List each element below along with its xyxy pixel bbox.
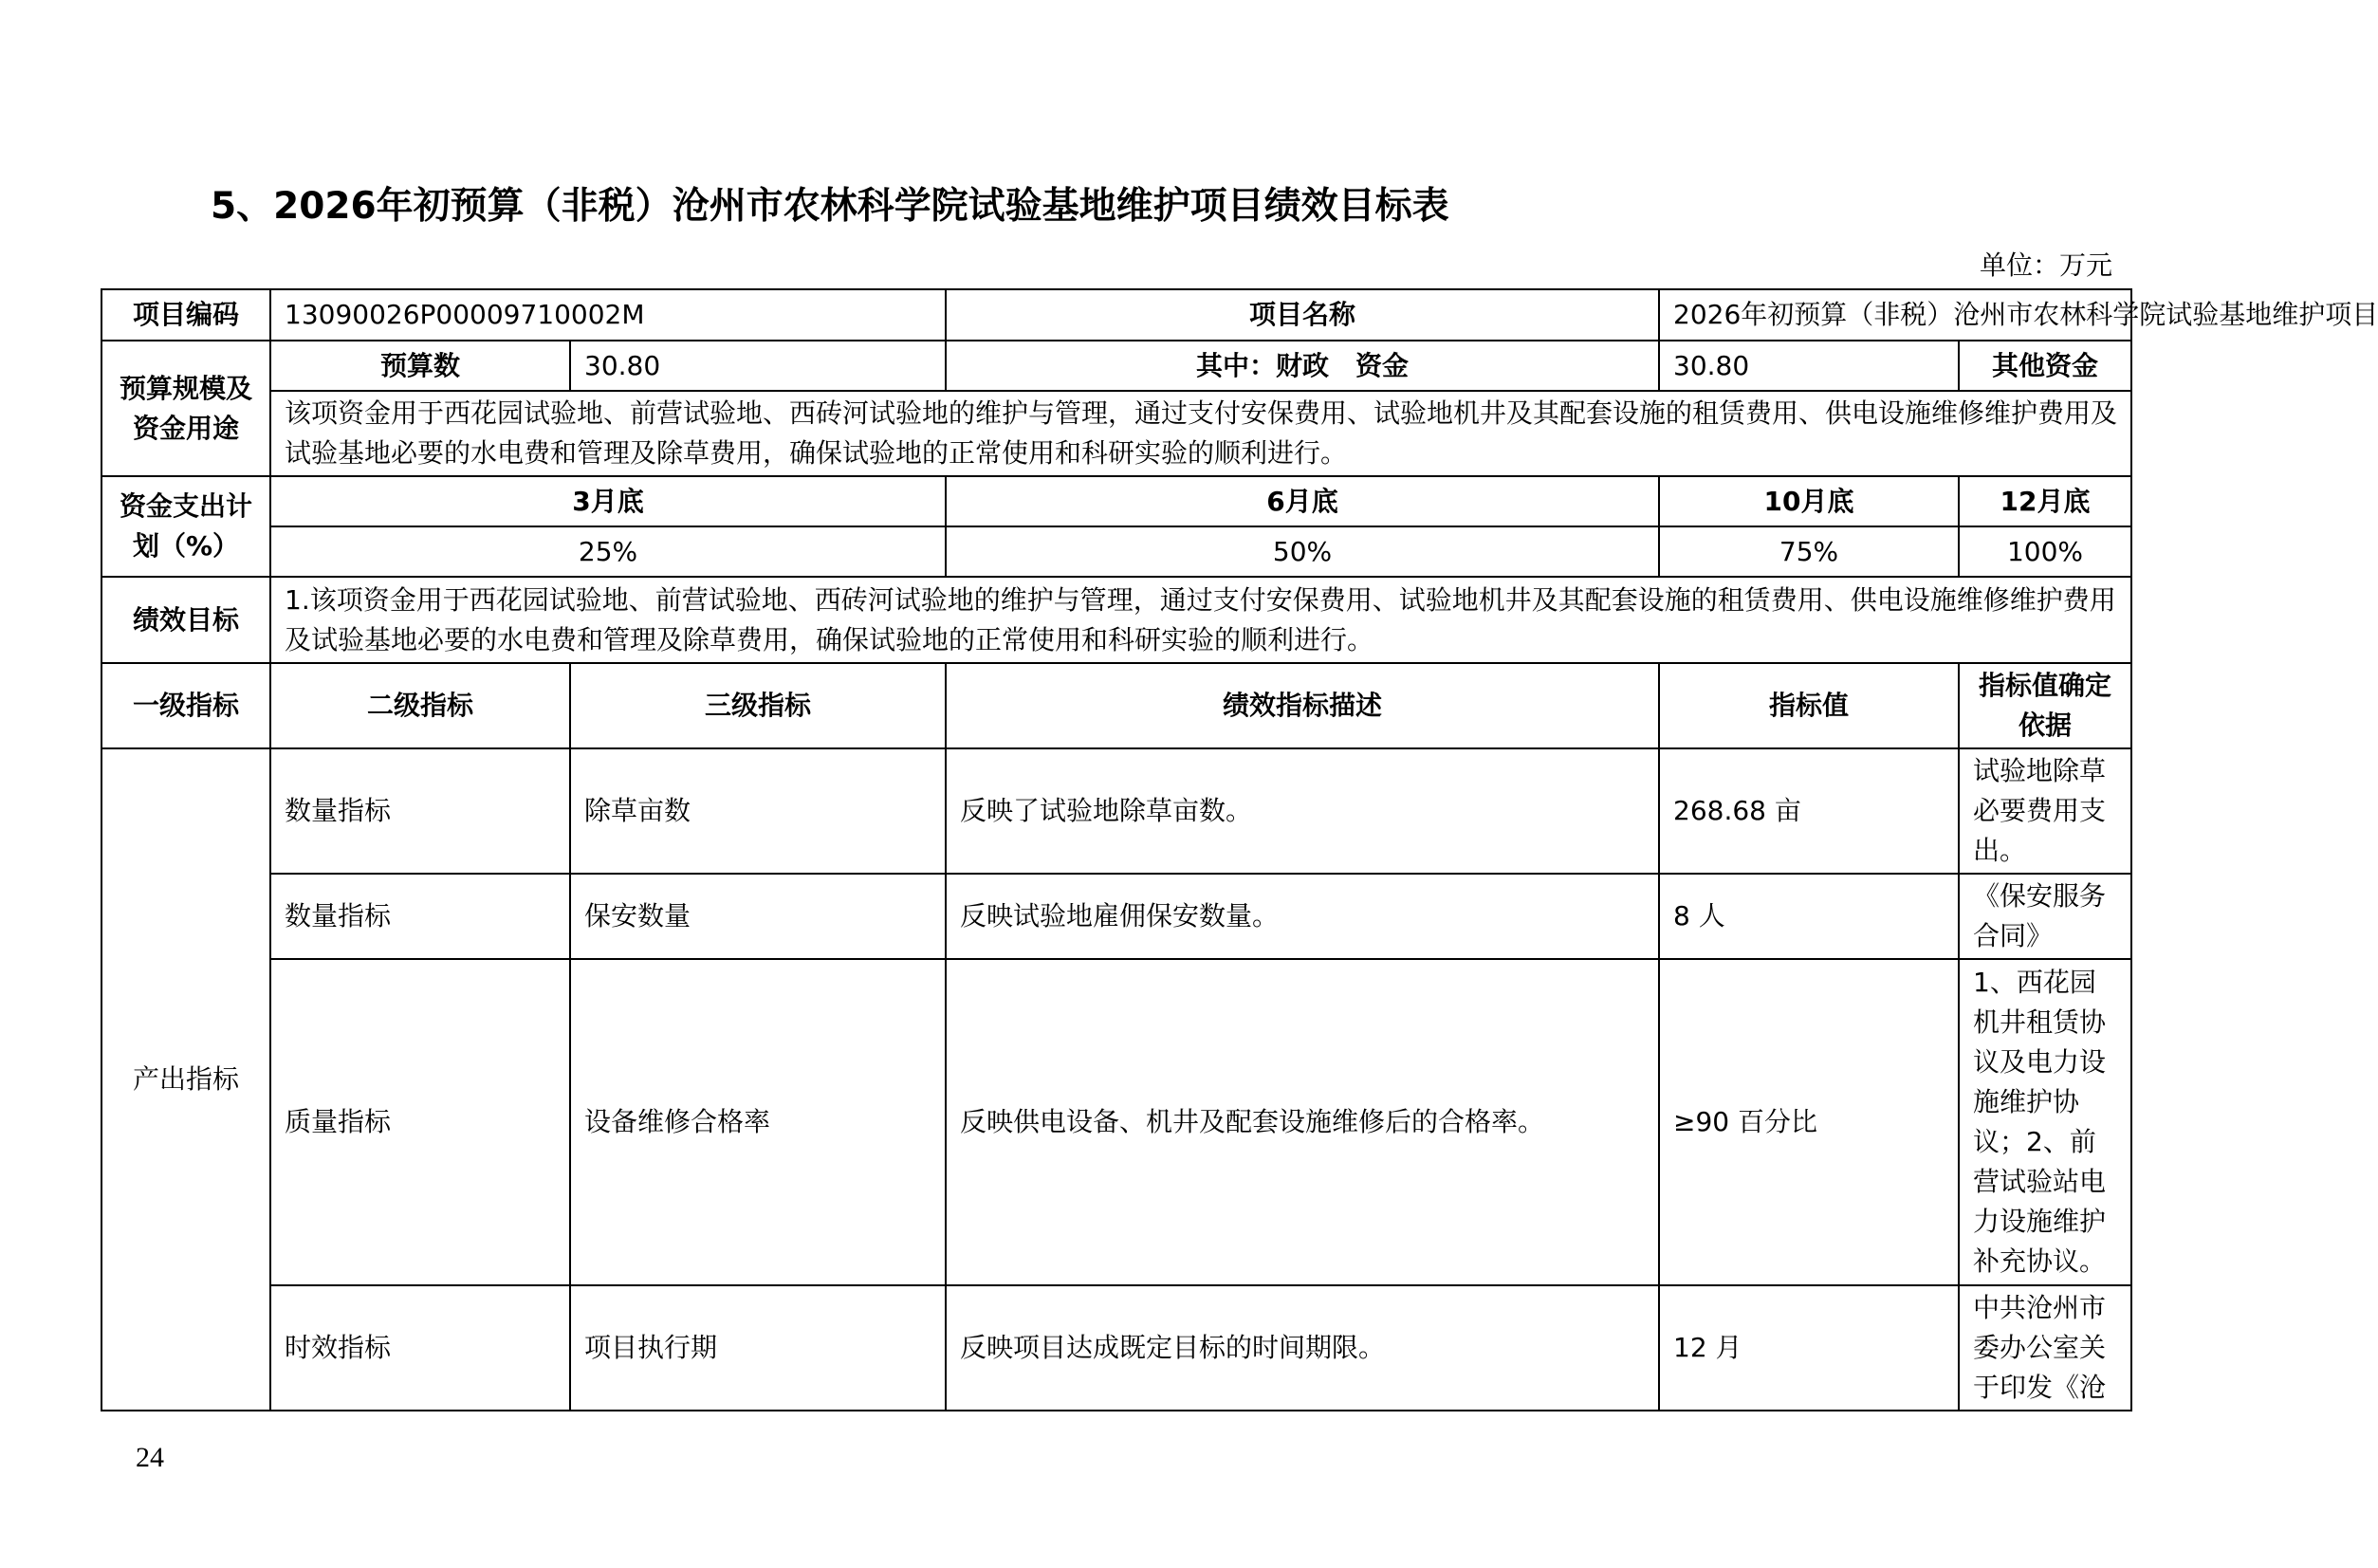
value-cell: 8 人: [1659, 874, 1959, 959]
plan-label: 资金支出计划（%）: [101, 476, 270, 577]
plan-value-4: 100%: [1959, 526, 2131, 577]
header-description: 绩效指标描述: [946, 663, 1659, 748]
budget-amount-label: 预算数: [270, 341, 570, 391]
level2-cell: 数量指标: [270, 748, 570, 874]
budget-usage: 该项资金用于西花园试验地、前营试验地、西砖河试验地的维护与管理，通过支付安保费用、试验地机井及其配套设施的租赁费用、供电设施维修维护费用及试验基地必要的水电费和管理及除草费用，确保试验地的正常使用和科研实验的顺利进行。: [270, 391, 2131, 476]
plan-value-3: 75%: [1659, 526, 1959, 577]
plan-period-1: 3月底: [270, 476, 946, 526]
other-fund-label: 其他资金: [1959, 341, 2131, 391]
budget-amount: 30.80: [570, 341, 946, 391]
header-basis: 指标值确定依据: [1959, 663, 2131, 748]
header-value: 指标值: [1659, 663, 1959, 748]
performance-target-table: [101, 288, 2378, 1411]
budget-label: 预算规模及资金用途: [101, 341, 270, 476]
level2-cell: 数量指标: [270, 874, 570, 959]
description-cell: 反映了试验地除草亩数。: [946, 748, 1659, 874]
project-name-label: 项目名称: [946, 289, 1659, 341]
description-cell: 反映试验地雇佣保安数量。: [946, 874, 1659, 959]
plan-value-1: 25%: [270, 526, 946, 577]
project-code: 13090026P00009710002M: [270, 289, 946, 341]
table-row: [101, 1285, 2131, 1411]
basis-cell: 中共沧州市委办公室关于印发《沧: [1959, 1285, 2131, 1411]
table-row: [101, 748, 2131, 874]
description-cell: 反映供电设备、机井及配套设施维修后的合格率。: [946, 959, 1659, 1285]
level3-cell: 保安数量: [570, 874, 946, 959]
goal-label: 绩效目标: [101, 577, 270, 663]
table-row: [101, 959, 2131, 1285]
fiscal-fund-label: 其中：财政 资金: [946, 341, 1659, 391]
level3-cell: 设备维修合格率: [570, 959, 946, 1285]
plan-period-2: 6月底: [946, 476, 1659, 526]
fiscal-fund: 30.80: [1659, 341, 1959, 391]
level2-cell: 时效指标: [270, 1285, 570, 1411]
project-code-label: 项目编码: [101, 289, 270, 341]
level1-output: 产出指标: [101, 748, 270, 1411]
level3-cell: 除草亩数: [570, 748, 946, 874]
level2-cell: 质量指标: [270, 959, 570, 1285]
header-level3: 三级指标: [570, 663, 946, 748]
value-cell: ≥90 百分比: [1659, 959, 1959, 1285]
goal-text: 1.该项资金用于西花园试验地、前营试验地、西砖河试验地的维护与管理，通过支付安保费用、试验地机井及其配套设施的租赁费用、供电设施维修维护费用及试验基地必要的水电费和管理及除草费用，确保试验地的正常使用和科研实验的顺利进行。: [270, 577, 2131, 663]
project-name: 2026年初预算（非税）沧州市农林科学院试验基地维护项目: [1659, 289, 2131, 341]
unit-label: 单位：万元: [1979, 249, 2112, 281]
page-title: 5、2026年初预算（非税）沧州市农林科学院试验基地维护项目绩效目标表: [211, 185, 1449, 228]
table-row: [101, 874, 2131, 959]
header-level2: 二级指标: [270, 663, 570, 748]
value-cell: 12 月: [1659, 1285, 1959, 1411]
basis-cell: 1、西花园机井租赁协议及电力设施维护协议；2、前营试验站电力设施维护补充协议。: [1959, 959, 2131, 1285]
basis-cell: 《保安服务合同》: [1959, 874, 2131, 959]
plan-period-4: 12月底: [1959, 476, 2131, 526]
description-cell: 反映项目达成既定目标的时间期限。: [946, 1285, 1659, 1411]
level3-cell: 项目执行期: [570, 1285, 946, 1411]
basis-cell: 试验地除草必要费用支出。: [1959, 748, 2131, 874]
value-cell: 268.68 亩: [1659, 748, 1959, 874]
plan-value-2: 50%: [946, 526, 1659, 577]
page-number: 24: [136, 1442, 164, 1473]
plan-period-3: 10月底: [1659, 476, 1959, 526]
header-level1: 一级指标: [101, 663, 270, 748]
